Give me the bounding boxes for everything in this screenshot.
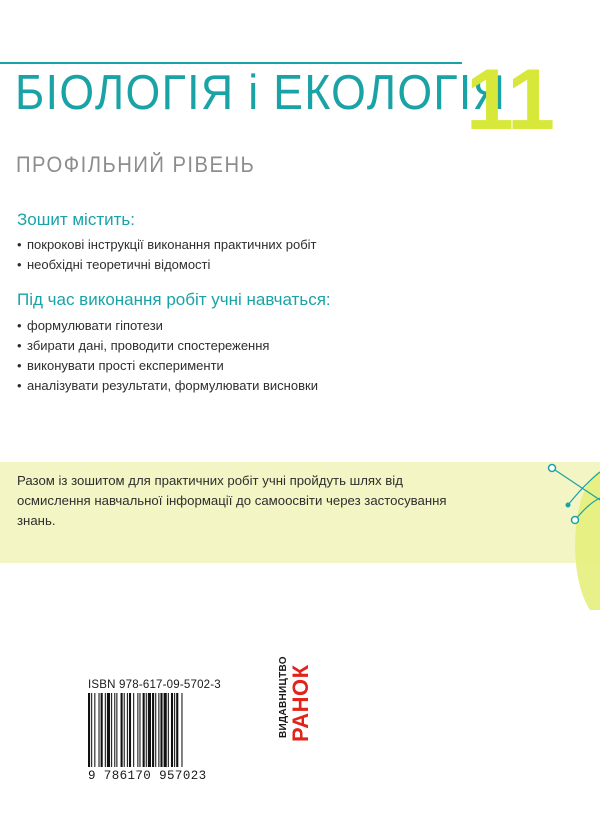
barcode-bar: [146, 693, 147, 767]
barcode-bar: [158, 693, 159, 767]
barcode-bar: [121, 693, 123, 767]
barcode-bar: [94, 693, 95, 767]
barcode-bar: [168, 693, 169, 767]
barcode-bar: [139, 693, 140, 767]
contents-heading: Зошит містить:: [17, 210, 135, 229]
barcode-bar: [174, 693, 175, 767]
contents-list: [17, 235, 317, 275]
barcode-bar: [155, 693, 156, 767]
list-item: • необхідні теоретичні відомості: [17, 257, 211, 272]
barcode-bar: [176, 693, 178, 767]
barcode-bar: [160, 693, 162, 767]
barcode-bar: [107, 693, 110, 767]
barcode-bar: [164, 693, 167, 767]
barcode-bar: [152, 693, 154, 767]
isbn-label: ISBN 978-617-09-5702-3: [88, 679, 221, 691]
publisher-label: ВИДАВНИЦТВО: [278, 656, 289, 738]
barcode-bar: [101, 693, 103, 767]
grade-number: 11: [466, 52, 553, 148]
barcode-bar: [116, 693, 117, 767]
publisher-logo: РАНОК: [288, 664, 313, 742]
barcode-bar: [124, 693, 125, 767]
barcode-bar: [91, 693, 92, 767]
summary-text: Разом із зошитом для практичних робіт учні пройдуть шлях від осмислення навчальної інформації до самоосвіти через застосування знань.: [17, 473, 447, 528]
barcode-bar: [114, 693, 115, 767]
barcode: [88, 693, 219, 767]
level-subtitle: ПРОФІЛЬНИЙ РІВЕНЬ: [16, 152, 256, 177]
barcode-digits: 9 786170 957023: [88, 769, 207, 783]
barcode-bar: [137, 693, 138, 767]
barcode-bar: [99, 693, 100, 767]
barcode-bar: [105, 693, 106, 767]
barcode-bar: [88, 693, 90, 767]
barcode-bar: [148, 693, 151, 767]
book-title: БІОЛОГІЯ і ЕКОЛОГІЯ: [15, 66, 507, 120]
list-item: • формулювати гіпотези: [17, 318, 163, 333]
barcode-bar: [127, 693, 128, 767]
list-item: • виконувати прості експерименти: [17, 358, 224, 373]
barcode-bar: [181, 693, 182, 767]
barcode-bar: [133, 693, 134, 767]
learning-heading: Під час виконання робіт учні навчаться:: [17, 290, 331, 309]
list-item: • покрокові інструкції виконання практичних робіт: [17, 237, 317, 252]
barcode-bar: [129, 693, 131, 767]
decorative-leaf-graphic: [530, 450, 600, 610]
list-item: • аналізувати результати, формулювати висновки: [17, 378, 318, 393]
barcode-bar: [111, 693, 112, 767]
list-item: • збирати дані, проводити спостереження: [17, 338, 270, 353]
barcode-bar: [143, 693, 145, 767]
barcode-bar: [171, 693, 173, 767]
learning-list: [17, 316, 318, 396]
